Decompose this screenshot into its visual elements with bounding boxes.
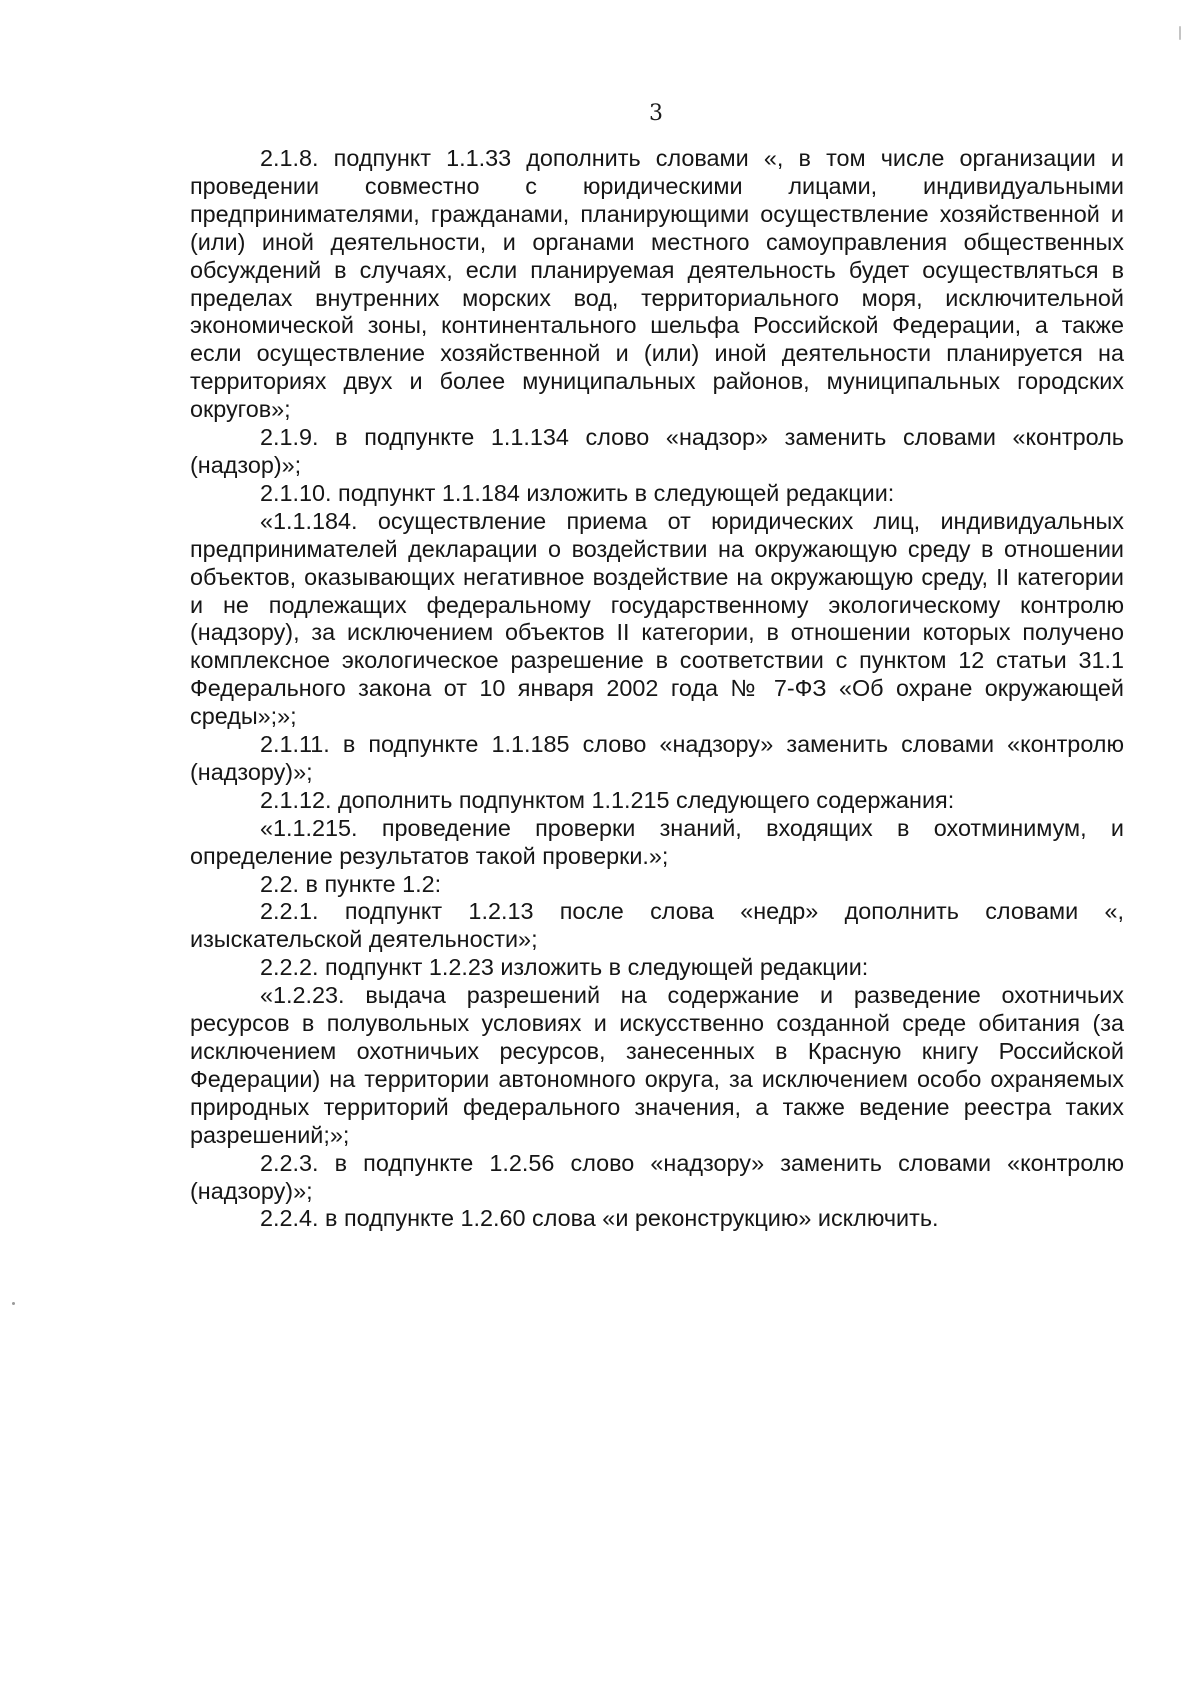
- paragraph-2-1-12: 2.1.12. дополнить подпунктом 1.1.215 следующего содержания:: [260, 786, 955, 813]
- paragraph-2-1-8: 2.1.8. подпункт 1.1.33 дополнить словами «, в том числе организации и проведении совместно с юридическими лицами, индивидуальными предпринимателями, гражданами, планирующими осуществление хозяйственной и (или) иной деятельности, и органами местного самоуправления общественных обсуждений в случаях, если планируемая деятельность будет осуществляться в пределах внутренних морских вод, территориального моря, исключительной экономической зоны, континентального шельфа Российской Федерации, а также если осуществление хозяйственной и (или) иной деятельности планируется на территориях двух и более муниципальных районов, муниципальных городских округов»;: [190, 145, 1124, 423]
- paragraph-2-2-2: 2.2.2. подпункт 1.2.23 изложить в следующей редакции:: [260, 954, 869, 981]
- paragraph-1-2-23-text: «1.2.23. выдача разрешений на содержание и разведение охотничьих ресурсов в полувольных условиях и искусственно созданной среде обитания (за исключением охотничьих ресурсов, занесенных в Красную книгу Российской Федерации) на территории автономного округа, за исключением особо охраняемых природных территорий федерального значения, а также ведение реестра таких разрешений;»;: [190, 982, 1124, 1148]
- paragraph-2-2-3: 2.2.3. в подпункте 1.2.56 слово «надзору» заменить словами «контролю (надзору)»;: [190, 1149, 1124, 1204]
- document-body: [190, 145, 1124, 1233]
- paragraph-2-1-11: 2.1.11. в подпункте 1.1.185 слово «надзору» заменить словами «контролю (надзору)»;: [190, 731, 1124, 785]
- paragraph-1-1-215-text: «1.1.215. проведение проверки знаний, входящих в охотминимум, и определение результатов такой проверки.»;: [190, 814, 1124, 869]
- paragraph-2-2-4: 2.2.4. в подпункте 1.2.60 слова «и реконструкцию» исключить.: [260, 1205, 939, 1232]
- scan-speck: [12, 1302, 15, 1305]
- paragraph-2-1-10: 2.1.10. подпункт 1.1.184 изложить в следующей редакции:: [260, 479, 895, 506]
- paragraph-2-1-9: 2.1.9. в подпункте 1.1.134 слово «надзор» заменить словами «контроль (надзор)»;: [190, 424, 1124, 478]
- page-number: 3: [649, 101, 663, 126]
- paragraph-2-2: 2.2. в пункте 1.2:: [260, 870, 442, 897]
- paragraph-1-1-184-text: «1.1.184. осуществление приема от юридических лиц, индивидуальных предпринимателей декларации о воздействии на окружающую среду в отношении объектов, оказывающих негативное воздействие на окружающую среду, II категории и не подлежащих федеральному государственному экологическому контролю (надзору), за исключением объектов II категории, в отношении которых получено комплексное экологическое разрешение в соответствии с пунктом 12 статьи 31.1 Федерального закона от 10 января 2002 года № 7-ФЗ «Об охране окружающей среды»;»;: [190, 507, 1124, 730]
- scan-speck: [1179, 26, 1181, 40]
- paragraph-2-2-1: 2.2.1. подпункт 1.2.13 после слова «недр» дополнить словами «, изыскательской деятельности»;: [190, 898, 1124, 953]
